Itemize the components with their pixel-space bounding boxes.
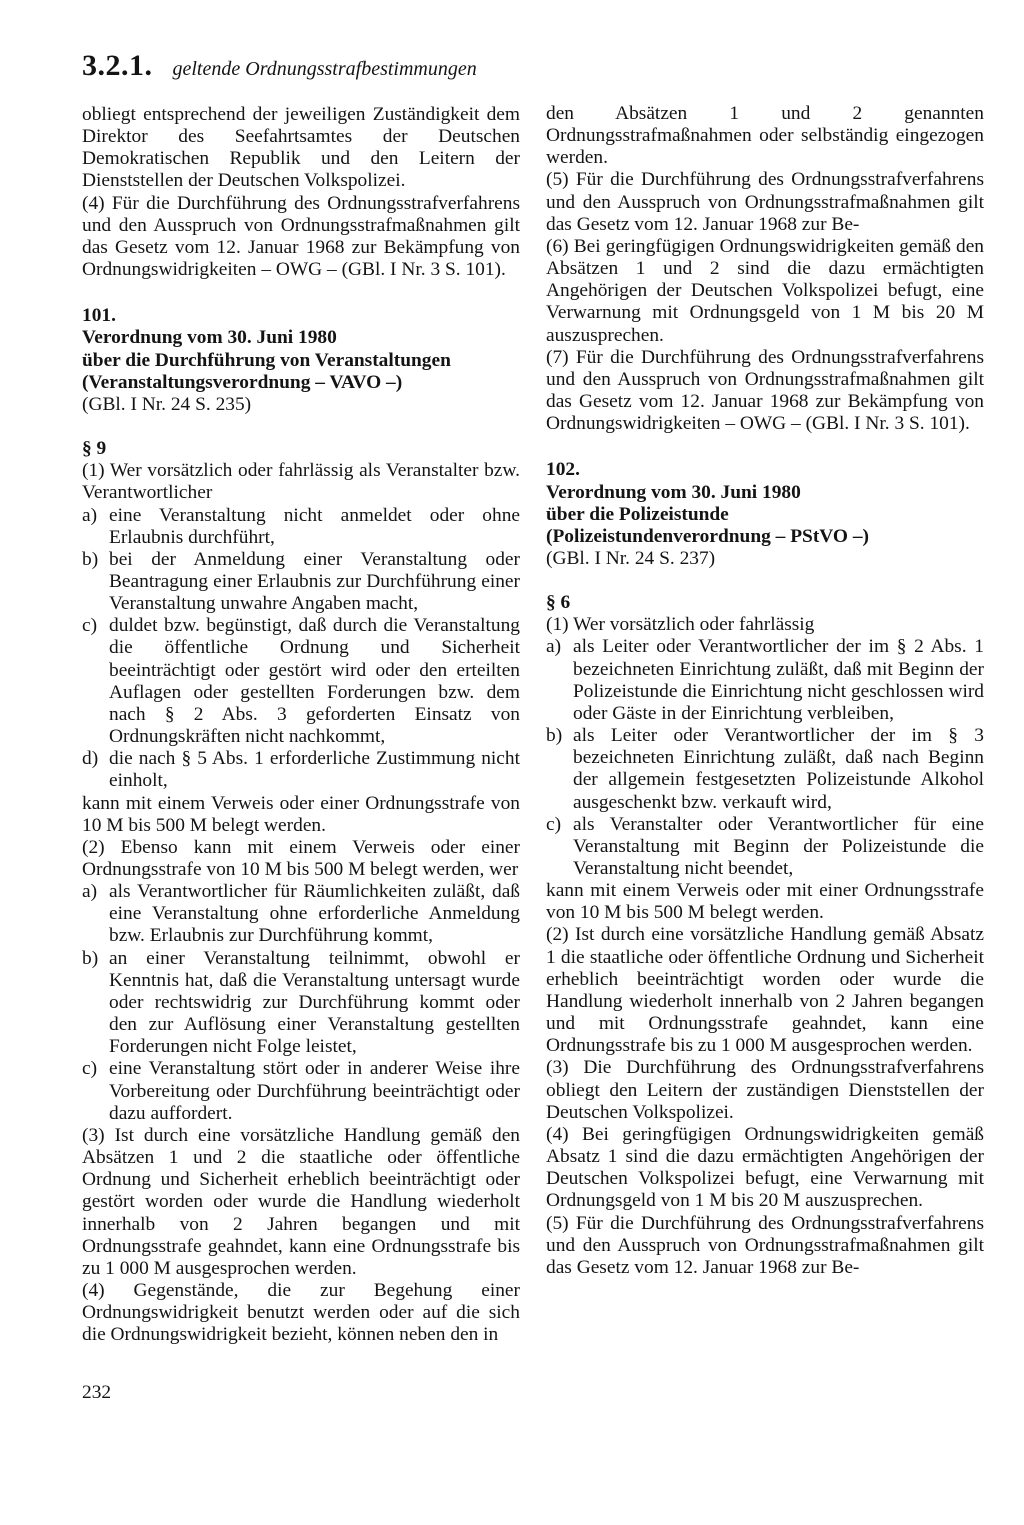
section-9-heading: § 9 xyxy=(82,438,107,460)
running-header xyxy=(82,49,477,83)
section-6-heading: § 6 xyxy=(546,592,571,614)
paragraph-3: (3) Ist durch eine vorsätzliche Handlung gemäß den Absätzen 1 und 2 die staatliche oder öffentliche Ordnung und Sicherheit erheblich beeinträchtigt oder gestört worden oder wurde die Handlung wiederholt innerhalb von 2 Jahren begangen und mit Ordnungsstrafe geahndet, kann eine Ordnungsstrafe bis zu 1 000 M ausgesprochen werden. xyxy=(82,1124,520,1279)
paragraph-continuation: obliegt entsprechend der jeweiligen Zuständigkeit dem Direktor des Seefahrtsamtes der Deutschen Demokratischen Republik und den Leitern der Dienststellen der Deutschen Volkspolizei. xyxy=(82,104,520,192)
regulation-102-title-3: (Polizeistundenverordnung – PStVO –) xyxy=(546,525,869,547)
paragraph-2-intro: (2) Ebenso kann mit einem Verweis oder einer Ordnungsstrafe von 10 M bis 500 M belegt werden, wer xyxy=(82,836,520,880)
list-item: c) duldet bzw. begünstigt, daß durch die Veranstaltung die öffentliche Ordnung und Sicherheit beeinträchtigt oder gestört wird oder den erteilten Auflagen oder gestellten Forderungen bzw. dem nach § 2 Abs. 3 geforderten Einsatz von Ordnungskräften nicht nachkommt, xyxy=(82,615,520,748)
regulation-101-gazette: (GBl. I Nr. 24 S. 235) xyxy=(82,393,252,415)
list-item: a) als Verantwortlicher für Räumlichkeiten zuläßt, daß eine Veranstaltung ohne erforderliche Anmeldung bzw. Erlaubnis zur Durchführung kommt, xyxy=(82,881,520,947)
list-item: d) die nach § 5 Abs. 1 erforderliche Zustimmung nicht einholt, xyxy=(82,748,520,792)
paragraph-7: (7) Für die Durchführung des Ordnungsstrafverfahrens und den Ausspruch von Ordnungsstrafmaßnahmen gilt das Gesetz vom 12. Januar 1968 zur Bekämpfung von Ordnungswidrigkeiten – OWG – (GBl. I Nr. 3 S. 101). xyxy=(546,346,984,435)
regulation-101-title-2: über die Durchführung von Veranstaltungen xyxy=(82,349,451,371)
list-item: c) eine Veranstaltung stört oder in anderer Weise ihre Vorbereitung oder Durchführung beeinträchtigt oder dazu auffordert. xyxy=(82,1058,520,1124)
paragraph-4: (4) Bei geringfügigen Ordnungswidrigkeiten gemäß Absatz 1 sind die dazu ermächtigten Angehörigen der Deutschen Volkspolizei befugt, eine Verwarnung mit Ordnungsgeld von 1 M bis 20 M auszusprechen. xyxy=(546,1123,984,1212)
paragraph-1-close: kann mit einem Verweis oder mit einer Ordnungsstrafe von 10 M bis 500 M belegt werden. xyxy=(546,880,984,924)
regulation-102-number: 102. xyxy=(546,459,580,481)
list-item: b) bei der Anmeldung einer Veranstaltung oder Beantragung einer Erlaubnis zur Durchführung einer Veranstaltung unwahre Angaben macht, xyxy=(82,548,520,615)
paragraph-continuation: den Absätzen 1 und 2 genannten Ordnungsstrafmaßnahmen oder selbständig eingezogen werden. xyxy=(546,103,984,169)
list-item: b) an einer Veranstaltung teilnimmt, obwohl er Kenntnis hat, daß die Veranstaltung untersagt wurde oder rechtswidrig zur Durchführung kommt oder den zur Auflösung einer Veranstaltung gestellten Forderungen nicht Folge leistet, xyxy=(82,947,520,1058)
regulation-102-title-1: Verordnung vom 30. Juni 1980 xyxy=(546,481,801,503)
paragraph-3: (3) Die Durchführung des Ordnungsstrafverfahrens obliegt den Leitern der zuständigen Dienststellen der Deutschen Volkspolizei. xyxy=(546,1057,984,1123)
list-item: b) als Leiter oder Verantwortlicher der im § 3 bezeichneten Einrichtung zuläßt, daß nach Beginn der allgemein festgesetzten Polizeistunde Alkohol ausgeschenkt bzw. verkauft wird, xyxy=(546,725,984,813)
paragraph-4b: (4) Gegenstände, die zur Begehung einer Ordnungswidrigkeit benutzt werden oder auf die sich die Ordnungswidrigkeit bezieht, können neben den in xyxy=(82,1279,520,1346)
paragraph-4: (4) Für die Durchführung des Ordnungsstrafverfahrens und den Ausspruch von Ordnungsstrafmaßnahmen gilt das Gesetz vom 12. Januar 1968 zur Bekämpfung von Ordnungswidrigkeiten – OWG – (GBl. I Nr. 3 S. 101). xyxy=(82,192,520,281)
paragraph-1-close: kann mit einem Verweis oder einer Ordnungsstrafe von 10 M bis 500 M belegt werden. xyxy=(82,792,520,836)
paragraph-1-intro: (1) Wer vorsätzlich oder fahrlässig als Veranstalter bzw. Verantwortlicher xyxy=(82,460,520,504)
paragraph-5: (5) Für die Durchführung des Ordnungsstrafverfahrens und den Ausspruch von Ordnungsstrafmaßnahmen gilt das Gesetz vom 12. Januar 1968 zur Be- xyxy=(546,169,984,235)
regulation-101-title-3: (Veranstaltungsverordnung – VAVO –) xyxy=(82,371,403,393)
list-item: c) als Veranstalter oder Verantwortlicher für eine Veranstaltung mit Beginn der Polizeistunde die Veranstaltung nicht beendet, xyxy=(546,813,984,879)
list-item: a) eine Veranstaltung nicht anmeldet oder ohne Erlaubnis durchführt, xyxy=(82,504,520,548)
page-number: 232 xyxy=(82,1382,112,1403)
section-title: geltende Ordnungsstrafbestimmungen xyxy=(172,58,477,80)
regulation-101-title-1: Verordnung vom 30. Juni 1980 xyxy=(82,327,337,349)
regulation-101-number: 101. xyxy=(82,305,116,327)
regulation-102-gazette: (GBl. I Nr. 24 S. 237) xyxy=(546,547,716,569)
paragraph-5b: (5) Für die Durchführung des Ordnungsstrafverfahrens und den Ausspruch von Ordnungsstrafmaßnahmen gilt das Gesetz vom 12. Januar 1968 zur Be- xyxy=(546,1212,984,1278)
paragraph-6: (6) Bei geringfügigen Ordnungswidrigkeiten gemäß den Absätzen 1 und 2 sind die dazu ermächtigten Angehörigen der Deutschen Volkspolizei befugt, eine Verwarnung mit Ordnungsgeld von 1 M bis 20 M auszusprechen. xyxy=(546,235,984,346)
paragraph-1-intro: (1) Wer vorsätzlich oder fahrlässig xyxy=(546,614,815,636)
left-column xyxy=(82,104,520,1346)
paragraph-2: (2) Ist durch eine vorsätzliche Handlung gemäß Absatz 1 die staatliche oder öffentliche Ordnung und Sicherheit erheblich beeinträchtigt worden oder wurde die Handlung wiederholt innerhalb von 2 Jahren begangen und mit Ordnungsstrafe geahndet, kann eine Ordnungsstrafe bis zu 1 000 M ausgesprochen werden. xyxy=(546,924,984,1057)
right-column xyxy=(546,103,984,1279)
section-number: 3.2.1. xyxy=(82,49,153,82)
regulation-102-title-2: über die Polizeistunde xyxy=(546,503,729,525)
list-item: a) als Leiter oder Verantwortlicher der im § 2 Abs. 1 bezeichneten Einrichtung zuläßt, daß mit Beginn der Polizeistunde die Einrichtung nicht geschlossen wird oder Gäste in der Einrichtung verbleiben, xyxy=(546,636,984,724)
